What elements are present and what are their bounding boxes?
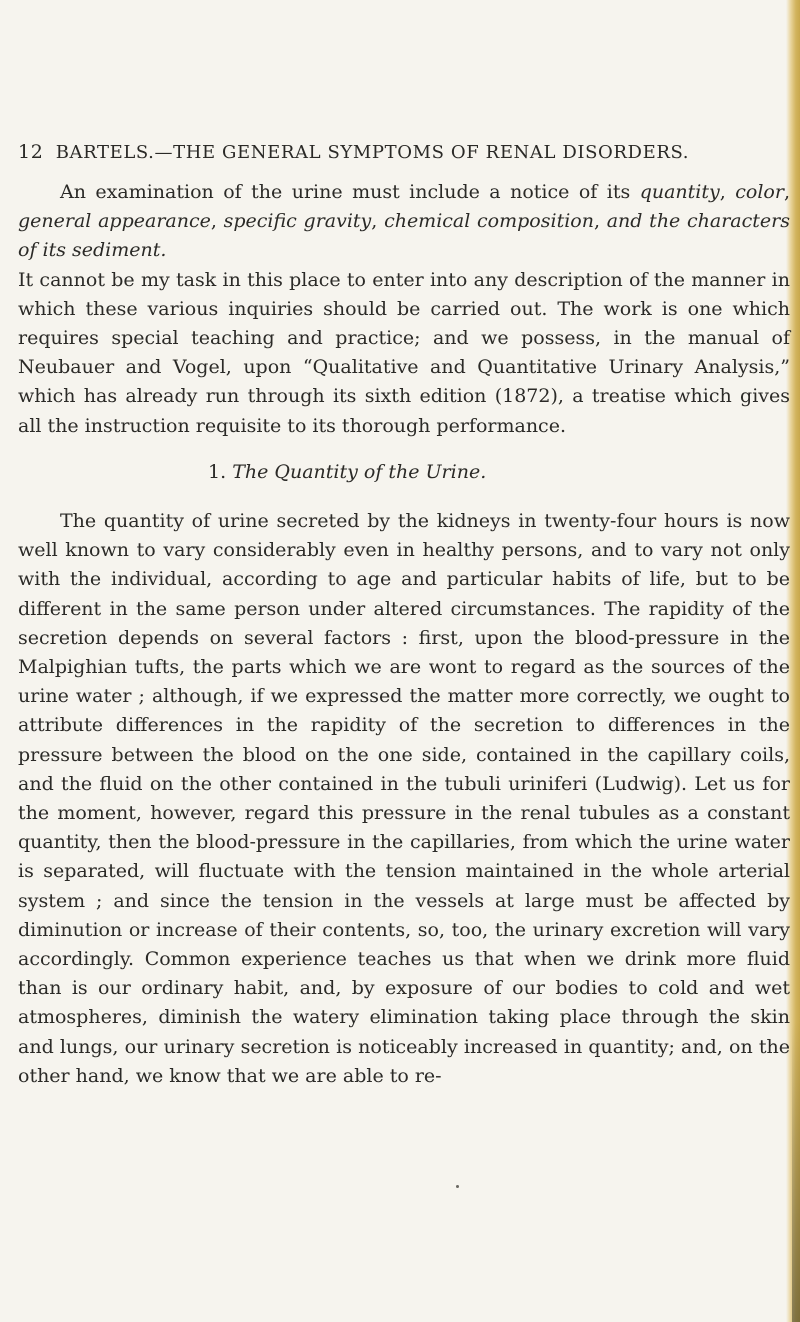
separator: ,: [210, 210, 224, 233]
term-color: color: [735, 181, 784, 203]
term-chemical-composition: chemical composition: [384, 210, 594, 233]
paragraph-quantity: The quantity of urine secreted by the kidneys in twenty-four hours is now well known to vary considerably even in healthy persons, and to vary not only with the individual, according to age and particular habits of life, but to be different in the same person under altered circumstances. The rapidity of the secretion depends on several factors : first, upon the blood-pressure in the Malpighian tufts, the parts which we are wont to regard as the sources of the urine water ; although, if we expressed the matter more correctly, we ought to attribute differences in the rapidity of the secretion to differences in the pressure between the blood on the one side, contained in the capillary coils, and the fluid on the other contained in the tubuli uriniferi (Ludwig). Let us for the moment, however, regard this pressure in the renal tubules as a constant quantity, then the blood-pressure in the capillaries, from which the urine water is separated, will fluctuate with the tension maintained in the whole arterial system ; and since the tension in the vessels at large must be affected by diminution or increase of their contents, so, too, the urinary excretion will vary accordingly. Common experience teaches us that when we drink more fluid than is our ordinary habit, and, by exposure of our bodies to cold and wet atmospheres, diminish the watery elimination taking place through the skin and lungs, our urinary secretion is noticeably increased in quantity; and, on the other hand, we know that we are able to re-: [18, 510, 790, 1087]
ink-speck: [456, 1185, 459, 1188]
running-head: [18, 141, 689, 163]
separator: ,: [371, 210, 385, 233]
paragraph-examination: [18, 178, 790, 266]
running-title: BARTELS.—THE GENERAL SYMPTOMS OF RENAL DISORDERS.: [55, 142, 690, 163]
paragraph-text: An examination of the urine must include a notice of its: [60, 181, 640, 203]
section-title: The Quantity of the Urine.: [232, 460, 487, 483]
term-sediment: and the characters of its sediment.: [18, 210, 790, 262]
separator: ,: [783, 181, 790, 203]
term-quantity: quantity: [639, 181, 720, 203]
page-number: 12: [18, 141, 44, 163]
body-text: [18, 178, 790, 1091]
separator: ,: [719, 181, 736, 203]
page-edge-shadow: [792, 1022, 800, 1322]
term-general-appearance: general appearance: [18, 210, 211, 233]
section-heading: [18, 458, 790, 487]
term-specific-gravity: specific gravity: [223, 210, 372, 233]
paragraph-task: It cannot be my task in this place to enter into any description of the manner in which these various inquiries should be carried out. The work is one which requires special teaching and practice; and we possess, in the manual of Neubauer and Vogel, upon “Qualitative and Quantitative Urinary Analysis,” which has already run through its sixth edition (1872), a treatise which gives all the instruction requisite to its thorough performance.: [18, 268, 790, 437]
separator: ,: [593, 210, 607, 233]
section-number: 1.: [208, 460, 227, 483]
